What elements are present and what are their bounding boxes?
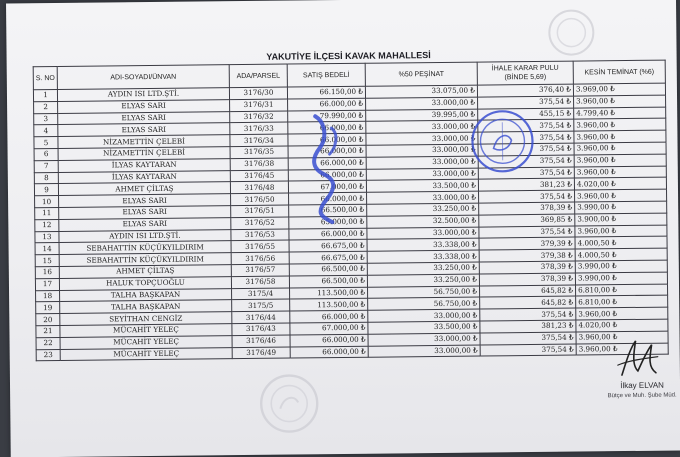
cell-sale-price: 66.675,00 ₺ xyxy=(289,251,367,264)
cell-name: MÜCAHİT YELEÇ xyxy=(60,335,232,349)
cell-name: ELYAS SARI xyxy=(58,123,230,137)
cell-sno: 12 xyxy=(35,219,59,231)
cell-sale-price: 66.500,00 ₺ xyxy=(289,204,367,217)
cell-stamp-fee: 645,82 ₺ xyxy=(480,296,576,309)
cell-guarantee: 3.990,00 ₺ xyxy=(575,272,667,285)
cell-stamp-fee: 375,54 ₺ xyxy=(478,96,574,109)
cell-ada-parsel: 3176/56 xyxy=(231,252,289,264)
cell-ada-parsel: 3175/4 xyxy=(232,288,290,300)
cell-sno: 10 xyxy=(35,196,59,208)
cell-guarantee: 3.960,00 ₺ xyxy=(576,307,668,320)
cell-ada-parsel: 3176/32 xyxy=(230,111,288,123)
cell-name: TALHA BAŞKAPAN xyxy=(60,300,232,314)
cell-guarantee: 3.960,00 ₺ xyxy=(574,142,666,155)
cell-stamp-fee: 375,54 ₺ xyxy=(478,167,574,180)
cell-sno: 6 xyxy=(34,148,58,160)
cell-advance: 33.500,00 ₺ xyxy=(368,321,480,334)
cell-advance: 33.250,00 ₺ xyxy=(367,203,479,216)
cell-ada-parsel: 3176/55 xyxy=(231,240,289,252)
cell-name: AHMET ÇİLTAŞ xyxy=(58,182,230,196)
cell-sale-price: 66.000,00 ₺ xyxy=(288,122,366,135)
cell-advance: 33.000,00 ₺ xyxy=(368,309,480,322)
cell-guarantee: 6.810,00 ₺ xyxy=(576,295,668,308)
header-name: ADI-SOYADI/ÜNVAN xyxy=(57,65,229,90)
cell-sale-price: 66.000,00 ₺ xyxy=(290,334,368,347)
cell-sno: 5 xyxy=(34,137,58,149)
cell-advance: 33.000,00 ₺ xyxy=(368,345,480,358)
cell-advance: 33.000,00 ₺ xyxy=(366,144,478,157)
cell-sno: 17 xyxy=(35,278,59,290)
cell-name: İLYAS KAYTARAN xyxy=(58,158,230,172)
cell-stamp-fee: 375,54 ₺ xyxy=(478,155,574,168)
cell-guarantee: 3.960,00 ₺ xyxy=(574,154,666,167)
cell-name: ELYAS SARI xyxy=(59,217,231,231)
cell-advance: 33.000,00 ₺ xyxy=(368,333,480,346)
cell-guarantee: 3.960,00 ₺ xyxy=(574,95,666,108)
header-advance: %50 PEŞİNAT xyxy=(365,62,477,86)
cell-sno: 21 xyxy=(36,325,60,337)
cell-ada-parsel: 3176/53 xyxy=(231,229,289,241)
cell-sno: 2 xyxy=(34,101,58,113)
cell-advance: 39.995,00 ₺ xyxy=(366,109,478,122)
cell-ada-parsel: 3176/43 xyxy=(232,323,290,335)
cell-sno: 4 xyxy=(34,125,58,137)
cell-ada-parsel: 3176/50 xyxy=(231,193,289,205)
cell-sno: 11 xyxy=(35,207,59,219)
cell-sno: 1 xyxy=(33,89,57,101)
cell-name: ELYAS SARI xyxy=(58,99,230,113)
embossed-seal-icon xyxy=(258,372,321,435)
cell-guarantee: 4.000,50 ₺ xyxy=(575,248,667,261)
cell-stamp-fee: 375,54 ₺ xyxy=(478,131,574,144)
cell-name: ELYAS SARI xyxy=(59,206,231,220)
cell-sno: 15 xyxy=(35,255,59,267)
cell-sale-price: 66.500,00 ₺ xyxy=(289,263,367,276)
cell-sno: 13 xyxy=(35,231,59,243)
cell-guarantee: 6.810,00 ₺ xyxy=(575,284,667,297)
cell-sale-price: 67.000,00 ₺ xyxy=(288,181,366,194)
cell-stamp-fee: 375,54 ₺ xyxy=(479,226,575,239)
blue-ink-signature xyxy=(305,108,354,228)
cell-sale-price: 113.500,00 ₺ xyxy=(290,299,368,312)
cell-sale-price: 66.675,00 ₺ xyxy=(289,240,367,253)
cell-ada-parsel: 3176/35 xyxy=(230,146,288,158)
cell-stamp-fee: 376,40 ₺ xyxy=(477,84,573,97)
cell-sale-price: 66.000,00 ₺ xyxy=(288,169,366,182)
cell-advance: 33.338,00 ₺ xyxy=(367,238,479,251)
cell-advance: 33.500,00 ₺ xyxy=(366,179,478,192)
cell-name: AHMET ÇİLTAŞ xyxy=(59,265,231,279)
cell-ada-parsel: 3176/44 xyxy=(232,311,290,323)
cell-name: MÜCAHİT YELEÇ xyxy=(60,324,232,338)
cell-advance: 56.750,00 ₺ xyxy=(368,286,480,299)
cell-guarantee: 3.960,00 ₺ xyxy=(574,130,666,143)
cell-guarantee: 3.990,00 ₺ xyxy=(575,260,667,273)
cell-sale-price: 113.500,00 ₺ xyxy=(290,287,368,300)
cell-guarantee: 3.960,00 ₺ xyxy=(576,331,668,344)
cell-name: İLYAS KAYTARAN xyxy=(58,170,230,184)
cell-sno: 7 xyxy=(34,160,58,172)
cell-stamp-fee: 375,54 ₺ xyxy=(478,119,574,132)
cell-ada-parsel: 3175/5 xyxy=(232,299,290,311)
cell-ada-parsel: 3176/51 xyxy=(231,205,289,217)
cell-guarantee: 4.000,50 ₺ xyxy=(575,236,667,249)
cell-stamp-fee: 379,39 ₺ xyxy=(479,237,575,250)
cell-ada-parsel: 3176/58 xyxy=(231,276,289,288)
cell-ada-parsel: 3176/34 xyxy=(230,134,288,146)
cell-name: TALHA BAŞKAPAN xyxy=(60,288,232,302)
cell-sale-price: 65.000,00 ₺ xyxy=(289,216,367,229)
cell-guarantee: 4.020,00 ₺ xyxy=(576,319,668,332)
cell-advance: 56.750,00 ₺ xyxy=(368,297,480,310)
cell-stamp-fee: 381,23 ₺ xyxy=(478,178,574,191)
cell-advance: 33.000,00 ₺ xyxy=(367,191,479,204)
cell-stamp-fee: 375,54 ₺ xyxy=(480,344,576,357)
cell-name: ELYAS SARI xyxy=(59,194,231,208)
cell-name: SEBAHATTİN KÜÇÜKYILDIRIM xyxy=(59,241,231,255)
header-stamp-fee: İHALE KARAR PULU (BİNDE 5,69) xyxy=(477,61,573,85)
cell-name: AYDIN ISI LTD.ŞTİ. xyxy=(57,88,229,102)
cell-advance: 33.075,00 ₺ xyxy=(365,85,477,98)
official-stamp-seal xyxy=(469,108,536,175)
header-guarantee: KESİN TEMİNAT (%6) xyxy=(573,60,665,84)
cell-stamp-fee: 375,54 ₺ xyxy=(478,143,574,156)
cell-sale-price: 66.000,00 ₺ xyxy=(289,192,367,205)
cell-stamp-fee: 378,39 ₺ xyxy=(479,202,575,215)
cell-stamp-fee: 645,82 ₺ xyxy=(479,285,575,298)
cell-advance: 33.338,00 ₺ xyxy=(367,250,479,263)
cell-stamp-fee: 378,39 ₺ xyxy=(479,261,575,274)
cell-advance: 33.000,00 ₺ xyxy=(366,132,478,145)
cell-stamp-fee: 375,54 ₺ xyxy=(480,332,576,345)
cell-advance: 33.000,00 ₺ xyxy=(367,227,479,240)
cell-guarantee: 3.960,00 ₺ xyxy=(574,118,666,131)
cell-ada-parsel: 3176/31 xyxy=(230,99,288,111)
cell-guarantee: 3.960,00 ₺ xyxy=(575,225,667,238)
cell-advance: 33.000,00 ₺ xyxy=(366,97,478,110)
cell-name: MÜCAHİT YELEÇ xyxy=(60,347,232,361)
cell-stamp-fee: 375,54 ₺ xyxy=(479,190,575,203)
cell-ada-parsel: 3176/30 xyxy=(229,87,287,99)
cell-sale-price: 66.000,00 ₺ xyxy=(290,310,368,323)
cell-ada-parsel: 3176/46 xyxy=(232,335,290,347)
cell-sale-price: 66.000,00 ₺ xyxy=(288,145,366,158)
cell-sno: 9 xyxy=(34,184,58,196)
cell-stamp-fee: 455,15 ₺ xyxy=(478,108,574,121)
cell-sale-price: 66.000,00 ₺ xyxy=(288,133,366,146)
cell-guarantee: 4.020,00 ₺ xyxy=(574,177,666,190)
cell-sno: 14 xyxy=(35,243,59,255)
cell-ada-parsel: 3176/49 xyxy=(232,347,290,359)
header-sno: S. NO xyxy=(33,66,57,89)
cell-advance: 33.000,00 ₺ xyxy=(366,120,478,133)
cell-guarantee: 3.960,00 ₺ xyxy=(575,189,667,202)
cell-guarantee: 3.960,00 ₺ xyxy=(576,343,668,356)
cell-sno: 8 xyxy=(34,172,58,184)
handwritten-signature xyxy=(610,335,662,380)
signatory-name: İlkay ELVAN xyxy=(620,380,664,391)
cell-sale-price: 66.000,00 ₺ xyxy=(288,157,366,170)
cell-name: SEYİTHAN CENGİZ xyxy=(60,312,232,326)
cell-sno: 23 xyxy=(36,349,60,361)
cell-ada-parsel: 3176/48 xyxy=(230,181,288,193)
signatory-title: Bütçe ve Muh. Şube Müd. xyxy=(607,392,677,400)
cell-sno: 20 xyxy=(36,314,60,326)
cell-advance: 32.500,00 ₺ xyxy=(367,215,479,228)
cell-advance: 33.000,00 ₺ xyxy=(366,168,478,181)
cell-sno: 3 xyxy=(34,113,58,125)
document-page xyxy=(6,0,680,457)
cell-guarantee: 3.990,00 ₺ xyxy=(575,201,667,214)
cell-name: AYDIN ISI LTD.ŞTİ. xyxy=(59,229,231,243)
cell-stamp-fee: 378,39 ₺ xyxy=(479,273,575,286)
cell-sno: 16 xyxy=(35,266,59,278)
cell-stamp-fee: 381,23 ₺ xyxy=(480,320,576,333)
header-sale-price: SATIŞ BEDELİ xyxy=(287,63,365,87)
cell-sno: 19 xyxy=(36,302,60,314)
cell-ada-parsel: 3176/33 xyxy=(230,122,288,134)
cell-ada-parsel: 3176/38 xyxy=(230,158,288,170)
cell-stamp-fee: 375,54 ₺ xyxy=(480,308,576,321)
cell-stamp-fee: 379,38 ₺ xyxy=(479,249,575,262)
cell-ada-parsel: 3176/57 xyxy=(231,264,289,276)
cell-name: ELYAS SARI xyxy=(58,111,230,125)
cell-advance: 33.250,00 ₺ xyxy=(367,262,479,275)
cell-name: SEBAHATTİN KÜÇÜKYILDIRIM xyxy=(59,253,231,267)
cell-ada-parsel: 3176/52 xyxy=(231,217,289,229)
cell-sale-price: 66.000,00 ₺ xyxy=(290,346,368,359)
cell-sale-price: 67.000,00 ₺ xyxy=(290,322,368,335)
document-title: YAKUTİYE İLÇESİ KAVAK MAHALLESİ xyxy=(266,50,431,62)
cell-sale-price: 66.150,00 ₺ xyxy=(287,86,365,99)
header-ada-parsel: ADA/PARSEL xyxy=(229,64,287,88)
cell-guarantee: 3.969,00 ₺ xyxy=(573,83,665,96)
cell-sale-price: 79.990,00 ₺ xyxy=(288,110,366,123)
cell-name: NİZAMETTİN ÇELEBİ xyxy=(58,147,230,161)
cell-sale-price: 66.000,00 ₺ xyxy=(289,228,367,241)
cell-name: HALUK TOPÇUOĞLU xyxy=(59,276,231,290)
cell-guarantee: 3.960,00 ₺ xyxy=(574,166,666,179)
cell-guarantee: 4.799,40 ₺ xyxy=(574,107,666,120)
cell-stamp-fee: 369,85 ₺ xyxy=(479,214,575,227)
cell-advance: 33.000,00 ₺ xyxy=(366,156,478,169)
cell-advance: 33.250,00 ₺ xyxy=(367,274,479,287)
cell-name: NİZAMETTİN ÇELEBİ xyxy=(58,135,230,149)
cell-ada-parsel: 3176/45 xyxy=(230,170,288,182)
cell-sale-price: 66.500,00 ₺ xyxy=(289,275,367,288)
cell-sale-price: 66.000,00 ₺ xyxy=(288,98,366,111)
cell-guarantee: 3.900,00 ₺ xyxy=(575,213,667,226)
cell-sno: 18 xyxy=(36,290,60,302)
cell-sno: 22 xyxy=(36,337,60,349)
